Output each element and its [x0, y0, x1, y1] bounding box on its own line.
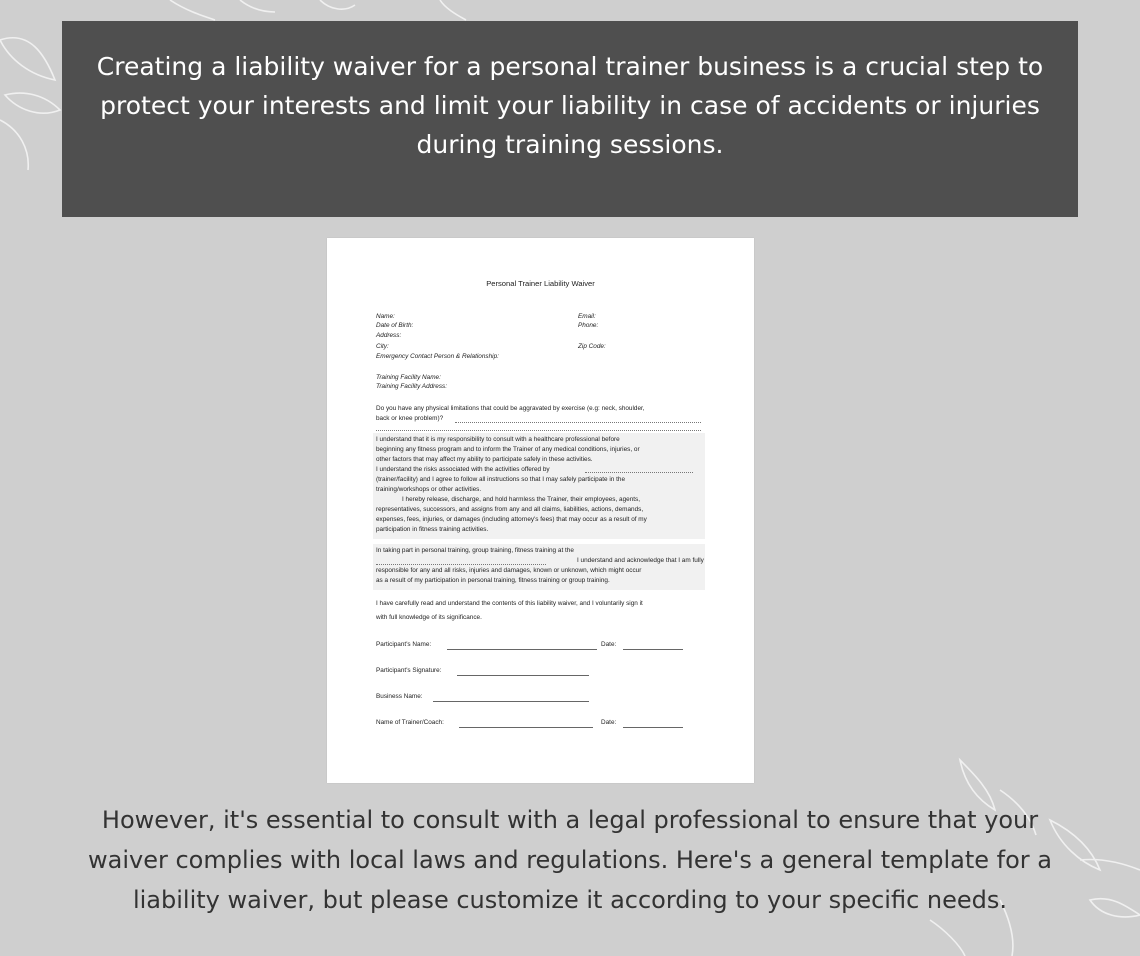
document-title: Personal Trainer Liability Waiver: [486, 279, 595, 288]
waiver-document-preview: [327, 238, 754, 783]
para1-line-7: I hereby release, discharge, and hold harmless the Trainer, their employees, agents,: [402, 496, 641, 503]
question-line-2: back or knee problem)?: [376, 415, 444, 422]
para3-line-2: with full knowledge of its significance.: [376, 614, 482, 621]
para1-line-9: expenses, fees, injuries, or damages (including attorney's fees) that may occur as a result of my: [376, 516, 647, 523]
field-facility-address: Training Facility Address:: [376, 383, 448, 390]
field-name: Name:: [376, 313, 395, 320]
intro-text: Creating a liability waiver for a personal trainer business is a crucial step to protect your interests and limit your liability in case of accidents or injuries during training sessions.: [96, 52, 1044, 159]
para2-line-3: responsible for any and all risks, injuries and damages, known or unknown, which might occur: [376, 567, 642, 574]
field-zip: Zip Code:: [578, 343, 606, 350]
footer-text: [40, 800, 1100, 920]
sig-date2-label: Date:: [601, 719, 617, 726]
footer-line-2: waiver complies with local laws and regulations. Here's a general template for a: [87, 846, 1052, 874]
para1-line-5: (trainer/facility) and I agree to follow all instructions so that I may safely participate in the: [376, 476, 625, 483]
field-address: Address:: [376, 332, 402, 339]
field-emergency: Emergency Contact Person & Relationship:: [376, 353, 499, 360]
para1-line-6: training/workshops or other activities.: [376, 486, 482, 493]
field-dob: Date of Birth:: [376, 322, 414, 329]
question-line-1: Do you have any physical limitations that could be aggravated by exercise (e.g: neck, shoulder,: [376, 405, 645, 412]
footer-line-1: However, it's essential to consult with a legal professional to ensure that your: [101, 806, 1039, 834]
sig-trainer-name-label: Name of Trainer/Coach:: [376, 719, 444, 726]
sig-business-name-label: Business Name:: [376, 693, 423, 700]
para1-line-4: I understand the risks associated with the activities offered by: [376, 466, 550, 473]
para1-line-3: other factors that may affect my ability to participate safely in these activities.: [376, 456, 593, 463]
intro-banner: [62, 21, 1078, 217]
para1-line-8: representatives, successors, and assigns from any and all claims, liabilities, actions, demands,: [376, 506, 644, 513]
para1-line-2: beginning any fitness program and to inform the Trainer of any medical conditions, injuries, or: [376, 446, 640, 453]
sig-date-label: Date:: [601, 641, 617, 648]
field-phone: Phone:: [578, 322, 599, 329]
sig-participant-signature-label: Participant's Signature:: [376, 667, 442, 674]
para2-line-1: In taking part in personal training, group training, fitness training at the: [376, 547, 574, 554]
field-city: City:: [376, 343, 389, 350]
para2-line-2: I understand and acknowledge that I am fully: [577, 557, 704, 564]
para3-line-1: I have carefully read and understand the contents of this liability waiver, and I voluntarily sign it: [376, 600, 643, 607]
footer-line-3: liability waiver, but please customize it according to your specific needs.: [132, 886, 1008, 914]
para1-line-10: participation in fitness training activities.: [376, 526, 489, 533]
para2-line-4: as a result of my participation in personal training, fitness training or group training.: [376, 577, 610, 584]
field-facility-name: Training Facility Name:: [376, 374, 441, 381]
field-email: Email:: [578, 313, 596, 320]
para1-line-1: I understand that it is my responsibility to consult with a healthcare professional before: [376, 436, 620, 443]
sig-participant-name-label: Participant's Name:: [376, 641, 432, 648]
